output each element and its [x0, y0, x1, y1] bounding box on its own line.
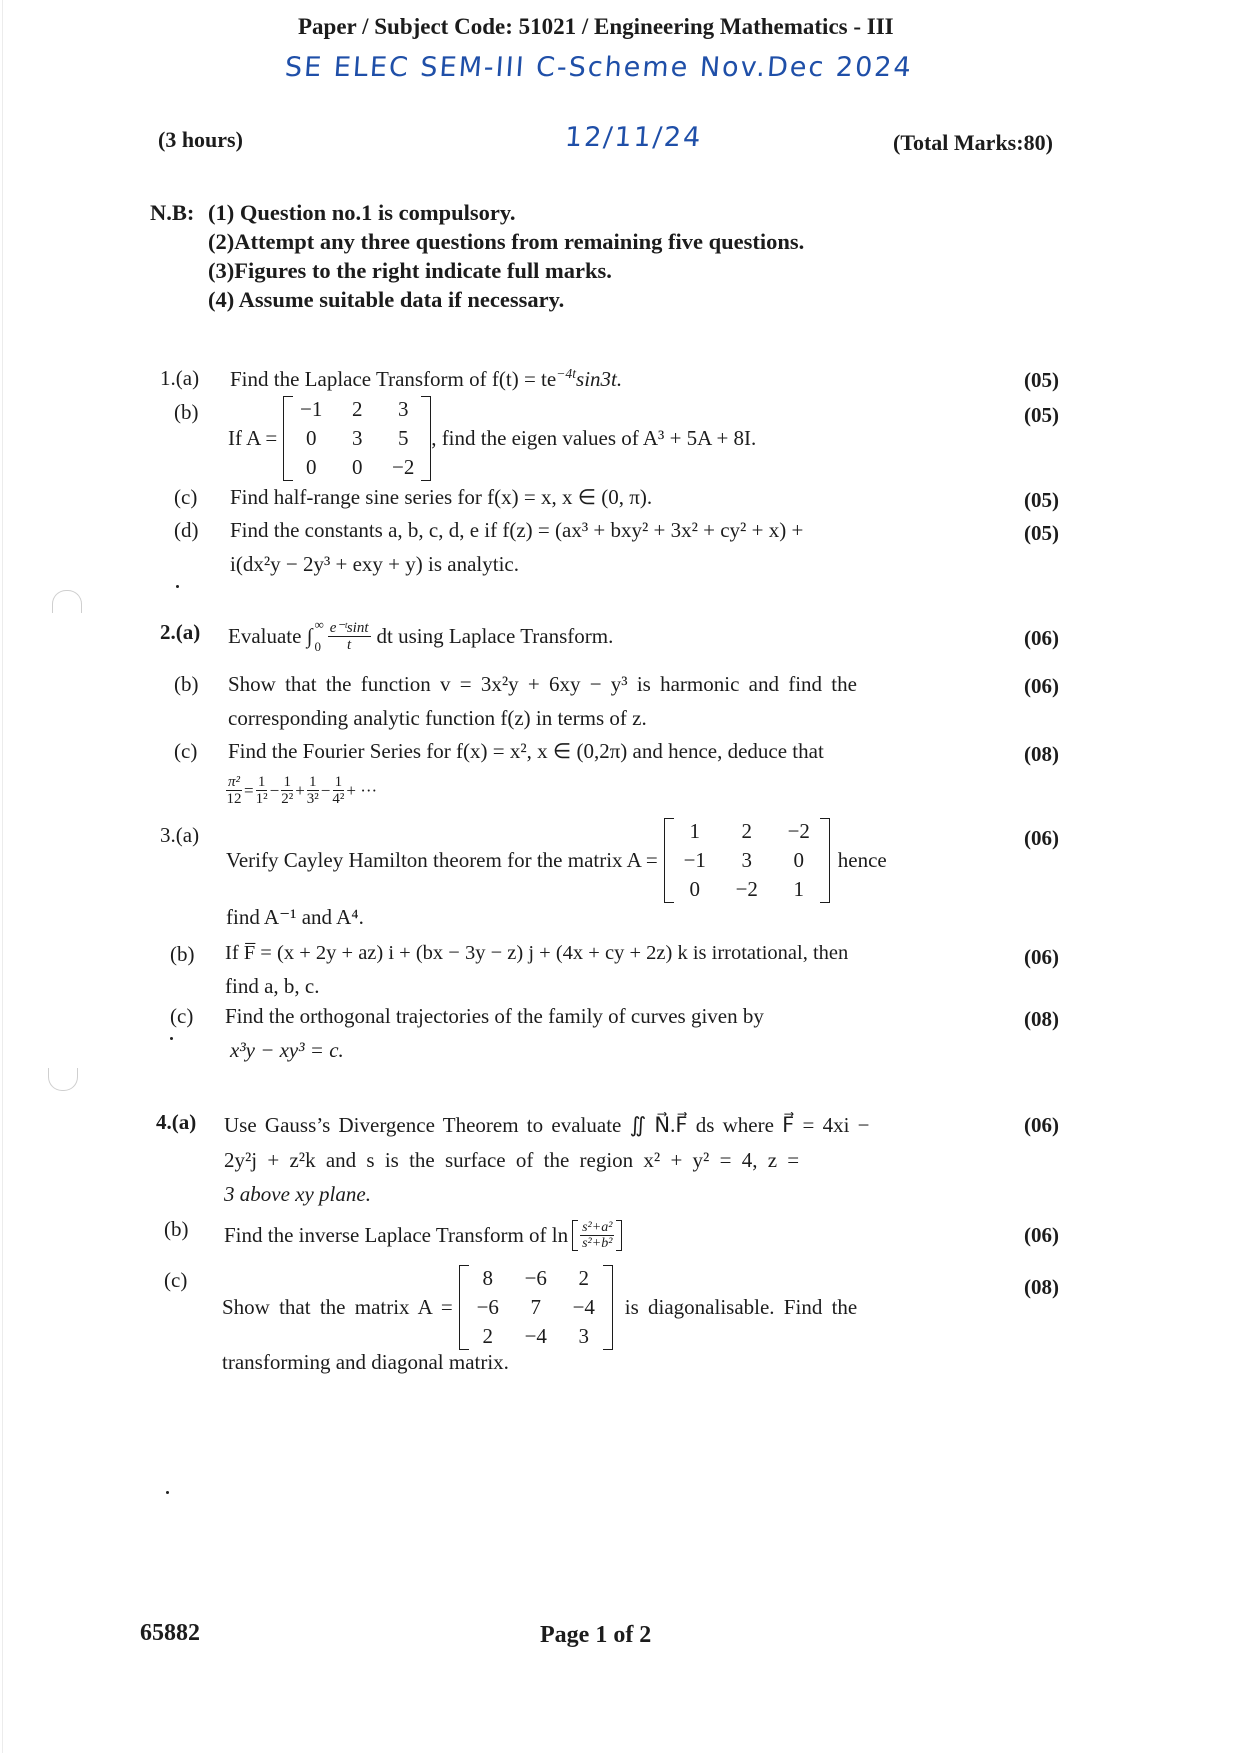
term-den: 3²: [306, 791, 319, 807]
q3b-line2: find a, b, c.: [225, 974, 320, 998]
lhs-num: π²: [228, 774, 241, 790]
instruction-1: (1) Question no.1 is compulsory.: [208, 200, 516, 225]
matrix-grid: [674, 818, 820, 903]
scan-edge: [2, 0, 3, 1753]
term-den: 2²: [281, 791, 294, 807]
matrix-cell: 3: [397, 397, 409, 421]
matrix-cell: 2: [482, 1324, 493, 1348]
log-den: s²+b²: [582, 1236, 613, 1251]
q3a-marks: (06): [1024, 826, 1059, 850]
q3b-line1: If F̅ = (x + 2y + az) i + (bx − 3y − z) j + (4x + cy + 2z) k is irrotational, then: [225, 942, 849, 964]
matrix-cell: −4: [572, 1295, 595, 1319]
q2c-label: (c): [174, 739, 198, 763]
matrix-cell: 3: [351, 426, 363, 450]
q3a-text: [226, 818, 887, 903]
bracket-right: [616, 1220, 622, 1251]
stray-mark: [166, 1491, 169, 1494]
q2b-line2: corresponding analytic function f(z) in terms of z.: [228, 706, 647, 730]
log-fraction: [580, 1220, 614, 1251]
q3a-post: hence: [837, 848, 887, 872]
q1c-label: (c): [174, 485, 198, 509]
matrix-bracket-left: [664, 818, 674, 903]
matrix-bracket-right: [820, 818, 830, 903]
matrix-cell: −1: [683, 848, 706, 872]
q4c-post: is diagonalisable. Find the: [624, 1295, 858, 1319]
term-den: 4²: [332, 791, 345, 807]
matrix-cell: −2: [735, 877, 758, 901]
matrix-cell: 8: [482, 1266, 493, 1290]
q2b-label: (b): [174, 672, 199, 696]
integrand-fraction: [328, 620, 371, 653]
q4b-pre: Find the inverse Laplace Transform of ln: [224, 1223, 569, 1247]
handwritten-annotation: SE ELEC SEM-III C-Scheme Nov.Dec 2024: [283, 52, 914, 83]
q1b-matrix: [283, 396, 431, 481]
q3c-label: (c): [170, 1004, 194, 1028]
matrix-cell: 0: [351, 455, 363, 479]
q2c-series: [224, 774, 377, 807]
matrix-cell: 0: [305, 455, 317, 479]
integral-lower: 0: [314, 639, 321, 654]
q3a-line2: find A⁻¹ and A⁴.: [226, 905, 364, 929]
q1a-marks: (05): [1024, 368, 1059, 392]
q1d-marks: (05): [1024, 521, 1059, 545]
integral-limits: [314, 618, 323, 654]
q4a-line1: Use Gauss’s Divergence Theorem to evaluate ∬ N⃗.F⃗ ds where F⃗ = 4xi −: [224, 1113, 870, 1137]
matrix-cell: 0: [689, 877, 700, 901]
matrix-cell: −4: [524, 1324, 547, 1348]
matrix-cell: 5: [397, 426, 409, 450]
q4c-pre: Show that the matrix A =: [222, 1295, 453, 1319]
term-num: 1: [257, 774, 266, 790]
q2c-line1: Find the Fourier Series for f(x) = x², x ∈ (0,2π) and hence, deduce that: [228, 739, 824, 763]
q1b-pre: If A =: [228, 426, 278, 450]
q2a-marks: (06): [1024, 626, 1059, 650]
matrix-bracket-right: [421, 396, 431, 481]
q1d-line2: i(dx²y − 2y³ + exy + y) is analytic.: [230, 552, 519, 576]
q4c-label: (c): [164, 1268, 188, 1292]
matrix-cell: 2: [741, 819, 752, 843]
punch-hole-top: [52, 590, 82, 613]
term-num: 1: [334, 774, 343, 790]
paper-code: 65882: [140, 1620, 200, 1646]
q4b-text: [224, 1220, 622, 1251]
q4c-matrix: [459, 1265, 613, 1350]
series-term-4: [332, 774, 344, 807]
series-op: +: [295, 780, 305, 800]
term-num: 1: [309, 774, 317, 790]
series-op: −: [320, 780, 331, 800]
matrix-cell: 1: [793, 877, 804, 901]
matrix-grid: [469, 1265, 603, 1350]
matrix-bracket-left: [459, 1265, 469, 1350]
q3a-matrix: [664, 818, 830, 903]
matrix-cell: −6: [476, 1295, 499, 1319]
q2a-pre: Evaluate ∫: [228, 623, 313, 648]
q4a-marks: (06): [1024, 1113, 1059, 1137]
instruction-3: (3)Figures to the right indicate full marks.: [208, 258, 612, 283]
punch-hole-bottom: [48, 1068, 78, 1091]
q1a-exponent: −4t: [556, 366, 577, 381]
page-number: Page 1 of 2: [540, 1622, 652, 1648]
q4a-line3: 3 above xy plane.: [224, 1182, 371, 1206]
total-marks: (Total Marks:80): [893, 130, 1053, 155]
matrix-cell: 2: [578, 1266, 589, 1290]
nb-prefix: N.B:: [150, 200, 195, 225]
integrand-den: t: [347, 636, 352, 653]
matrix-cell: 1: [689, 819, 700, 843]
exam-duration: (3 hours): [158, 127, 243, 152]
matrix-grid: [293, 396, 421, 481]
q4b-bracket-expression: [572, 1220, 622, 1251]
series-term-3: [307, 774, 319, 807]
stray-mark: [176, 585, 179, 588]
q2a-text: [228, 618, 613, 654]
log-num: s²+a²: [582, 1220, 613, 1235]
instruction-4: (4) Assume suitable data if necessary.: [208, 287, 565, 312]
q1d-line1: Find the constants a, b, c, d, e if f(z) = (ax³ + bxy² + 3x² + cy² + x) +: [230, 518, 804, 542]
series-op: −: [269, 780, 280, 800]
matrix-cell: −6: [524, 1266, 547, 1290]
matrix-cell: 0: [793, 848, 804, 872]
integrand-num: e⁻ᵗsint: [329, 619, 369, 636]
instruction-2: (2)Attempt any three questions from remaining five questions.: [208, 229, 805, 254]
series-op: + ···: [346, 780, 378, 800]
q1a-tail: sin3t.: [576, 367, 623, 391]
q4c-marks: (08): [1024, 1275, 1059, 1299]
matrix-cell: 3: [578, 1324, 589, 1348]
series-lhs: [226, 774, 242, 807]
handwritten-date: 12/11/24: [563, 122, 704, 153]
q2a-post: dt using Laplace Transform.: [376, 623, 614, 648]
q1d-label: (d): [174, 518, 199, 542]
q4c-text: [222, 1265, 857, 1350]
matrix-bracket-right: [603, 1265, 613, 1350]
q3c-line1: Find the orthogonal trajectories of the family of curves given by: [225, 1004, 764, 1028]
q1-number: 1.(a): [160, 366, 200, 390]
q2-number: 2.(a): [160, 620, 201, 644]
series-term-2: [281, 774, 293, 807]
matrix-bracket-left: [283, 396, 293, 481]
q2b-line1: Show that the function v = 3x²y + 6xy − y³ is harmonic and find the: [228, 672, 857, 696]
q1c-marks: (05): [1024, 488, 1059, 512]
q1b-post: , find the eigen values of A³ + 5A + 8I.: [431, 426, 757, 450]
q4b-label: (b): [164, 1217, 189, 1241]
q1a-text: [230, 366, 622, 392]
q1b-marks: (05): [1024, 403, 1059, 427]
q1b-label: (b): [174, 400, 199, 424]
q4c-line2: transforming and diagonal matrix.: [222, 1350, 509, 1374]
term-num: 1: [283, 774, 291, 790]
paper-title: Paper / Subject Code: 51021 / Engineering Mathematics - III: [298, 14, 894, 39]
q3b-label: (b): [170, 942, 195, 966]
q1b-text: [228, 396, 756, 481]
q4a-line2: 2y²j + z²k and s is the surface of the region x² + y² = 4, z =: [224, 1148, 800, 1172]
matrix-cell: 0: [305, 426, 317, 450]
q2c-marks: (08): [1024, 742, 1059, 766]
matrix-cell: −1: [300, 397, 323, 421]
q3-number: 3.(a): [160, 823, 200, 847]
q1a-main: Find the Laplace Transform of f(t) = te: [230, 367, 557, 391]
term-den: 1²: [255, 791, 268, 807]
matrix-cell: −2: [787, 819, 810, 843]
series-term-1: [256, 774, 268, 807]
q4b-marks: (06): [1024, 1223, 1059, 1247]
stray-mark: [170, 1037, 173, 1040]
q4-number: 4.(a): [156, 1110, 197, 1134]
q3a-pre: Verify Cayley Hamilton theorem for the matrix A =: [226, 848, 658, 872]
matrix-cell: 3: [741, 848, 752, 872]
q1c-text: Find half-range sine series for f(x) = x, x ∈ (0, π).: [230, 485, 653, 509]
q3c-marks: (08): [1024, 1007, 1059, 1031]
bracket-left: [572, 1220, 578, 1251]
integral-upper: ∞: [314, 617, 324, 632]
matrix-cell: −2: [392, 455, 415, 479]
lhs-den: 12: [226, 791, 242, 807]
matrix-cell: 7: [530, 1295, 541, 1319]
q3c-line2: x³y − xy³ = c.: [230, 1038, 344, 1062]
series-op: =: [244, 780, 254, 800]
q3b-marks: (06): [1024, 945, 1059, 969]
matrix-cell: 2: [351, 397, 363, 421]
q2b-marks: (06): [1024, 674, 1059, 698]
